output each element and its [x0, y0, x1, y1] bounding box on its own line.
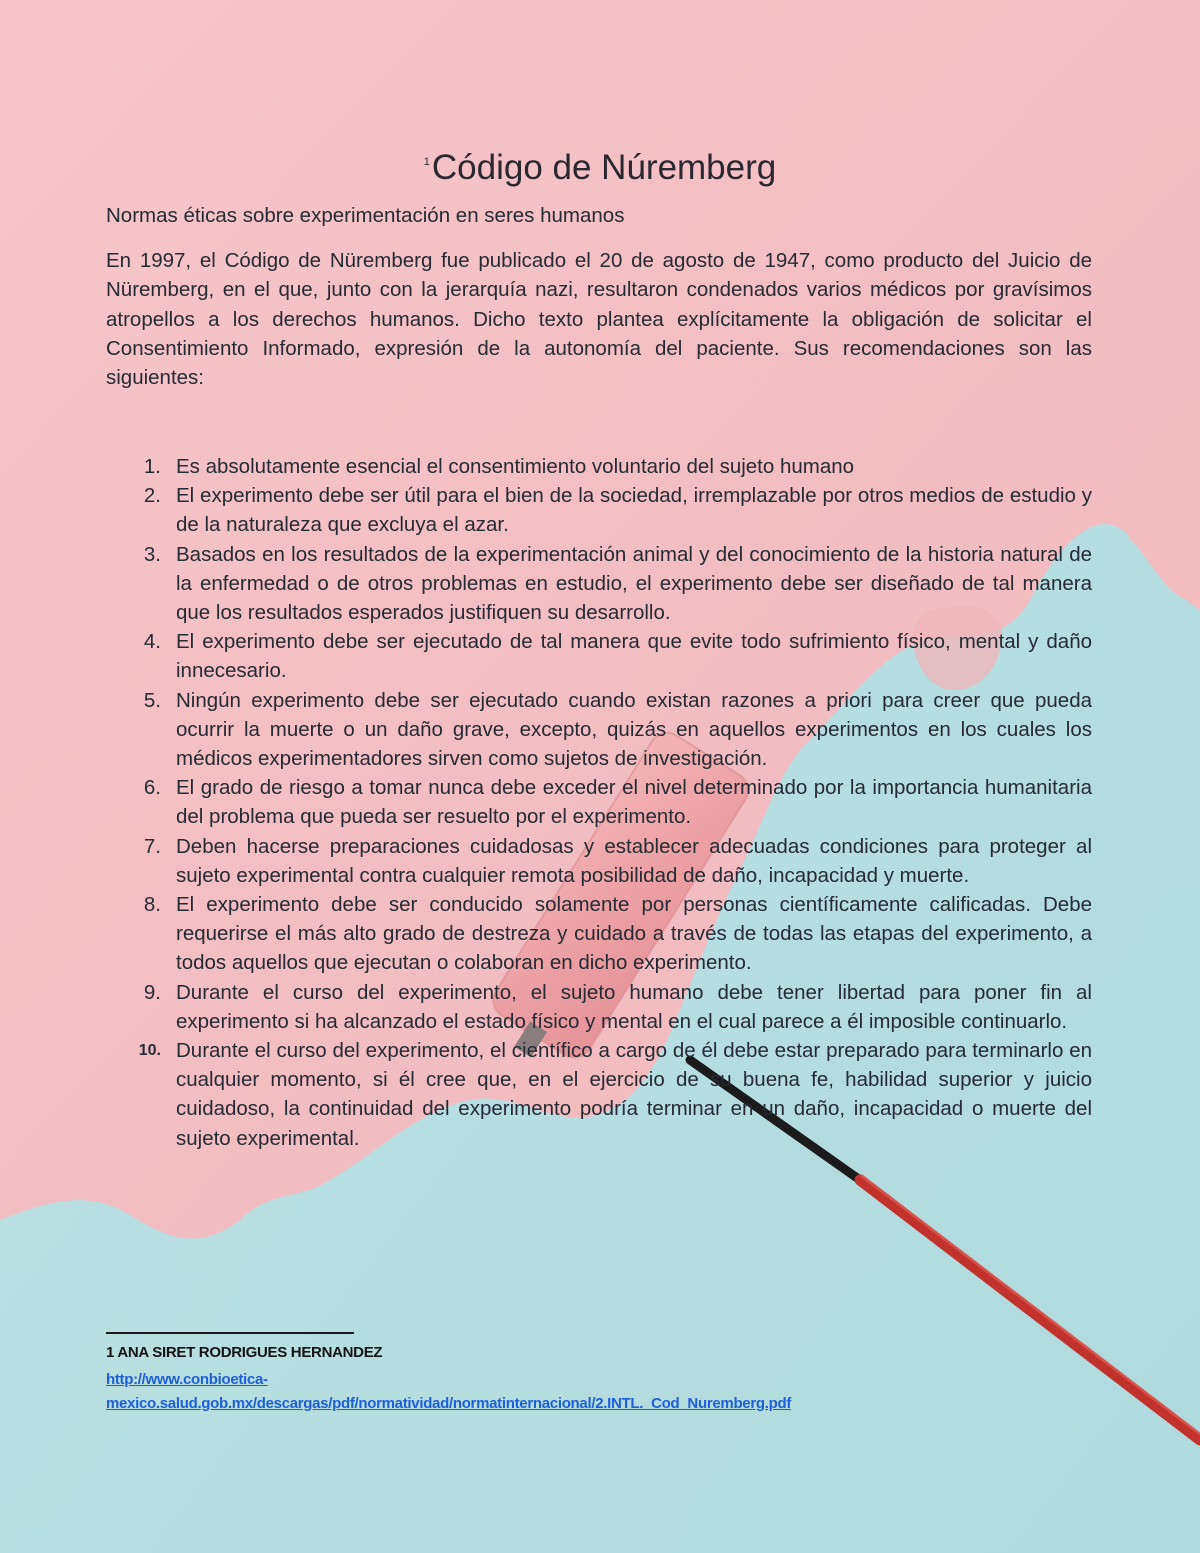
norm-item [143, 832, 1092, 890]
norm-text: Ningún experimento debe ser ejecutado cuando existan razones a priori para creer que pueda ocurrir la muerte o un daño grave, excepto, quizás en aquellos experimentos en los cuales los médicos experimentadores sirven como sujetos de investigación. [176, 688, 1092, 771]
norm-item [138, 1036, 1092, 1153]
norms-list [138, 452, 1092, 1153]
norm-number: 1. [143, 455, 161, 478]
footnote-link[interactable] [106, 1368, 791, 1416]
norm-text: Durante el curso del experimento, el sujeto humano debe tener libertad para poner fin al experimento si ha alcanzado el estado físico y mental en el cual parece a él imposible continuarlo. [176, 980, 1092, 1033]
norm-item [143, 481, 1092, 539]
norm-number: 5. [143, 688, 161, 712]
title-text: Código de Núremberg [431, 148, 777, 187]
norm-item [143, 540, 1092, 628]
norm-item [143, 773, 1092, 831]
norm-text: El experimento debe ser ejecutado de tal manera que evite todo sufrimiento físico, mental y daño innecesario. [176, 630, 1092, 683]
norm-number: 9. [143, 980, 161, 1004]
title-footnote-marker: 1 [423, 156, 430, 168]
norm-text: Deben hacerse preparaciones cuidadosas y establecer adecuadas condiciones para proteger al sujeto experimental contra cualquier remota posibilidad de daño, incapacidad y muerte. [176, 834, 1092, 887]
intro-paragraph: En 1997, el Código de Nüremberg fue publicado el 20 de agosto de 1947, como producto del Juicio de Nüremberg, en el que, junto con la jerarquía nazi, resultaron condenados varios médicos por gravísimos atropellos a los derechos humanos. Dicho texto plantea explícitamente la obligación de solicitar el Consentimiento Informado, expresión de la autonomía del paciente. Sus recomendaciones son las siguientes: [106, 249, 1092, 390]
document-title [0, 140, 1200, 190]
norm-number: 4. [143, 630, 161, 654]
norm-number: 7. [143, 834, 161, 858]
footnote-link-line-2: mexico.salud.gob.mx/descargas/pdf/normatividad/normatinternacional/2.INTL._Cod_Nuremberg.pdf [106, 1395, 792, 1412]
document-subtitle: Normas éticas sobre experimentación en seres humanos [106, 204, 625, 227]
norm-number: 2. [143, 484, 161, 508]
footnote-link-line-1: http://www.conbioetica- [106, 1371, 268, 1388]
norm-text: El experimento debe ser conducido solamente por personas científicamente calificadas. Debe requerirse el más alto grado de destreza y cuidado a través de todas las etapas del experimento, a todos aquellos que ejecutan o colaboran en dicho experimento. [176, 893, 1092, 975]
norm-item [143, 890, 1092, 978]
footnote-separator [106, 1332, 354, 1334]
norm-item [143, 452, 1092, 481]
norm-text: El experimento debe ser útil para el bien de la sociedad, irremplazable por otros medios de estudio y de la naturaleza que excluya el azar. [176, 484, 1092, 537]
norm-text: Durante el curso del experimento, el científico a cargo de él debe estar preparado para terminarlo en cualquier momento, si él cree que, en el ejercicio de su buena fe, habilidad superior y juicio cuidadoso, la continuidad del experimento podría terminar en un daño, incapacidad o muerte del sujeto experimental. [176, 1039, 1092, 1150]
norm-number: 8. [143, 893, 161, 917]
norm-number: 6. [143, 776, 161, 800]
norm-number: 3. [143, 542, 161, 566]
norm-item [143, 978, 1092, 1036]
norm-number: 10. [138, 1042, 161, 1060]
norm-text: Basados en los resultados de la experimentación animal y del conocimiento de la historia natural de la enfermedad o de otros problemas en estudio, el experimento debe ser diseñado de tal manera que los resultados esperados justifiquen su desarrollo. [176, 542, 1092, 625]
norm-item [143, 686, 1092, 774]
norm-text: El grado de riesgo a tomar nunca debe exceder el nivel determinado por la importancia humanitaria del problema que pueda ser resuelto por el experimento. [176, 776, 1092, 829]
norm-text: Es absolutamente esencial el consentimiento voluntario del sujeto humano [176, 455, 855, 478]
norm-item [143, 627, 1092, 685]
footnote-author: 1 ANA SIRET RODRIGUES HERNANDEZ [106, 1344, 383, 1361]
